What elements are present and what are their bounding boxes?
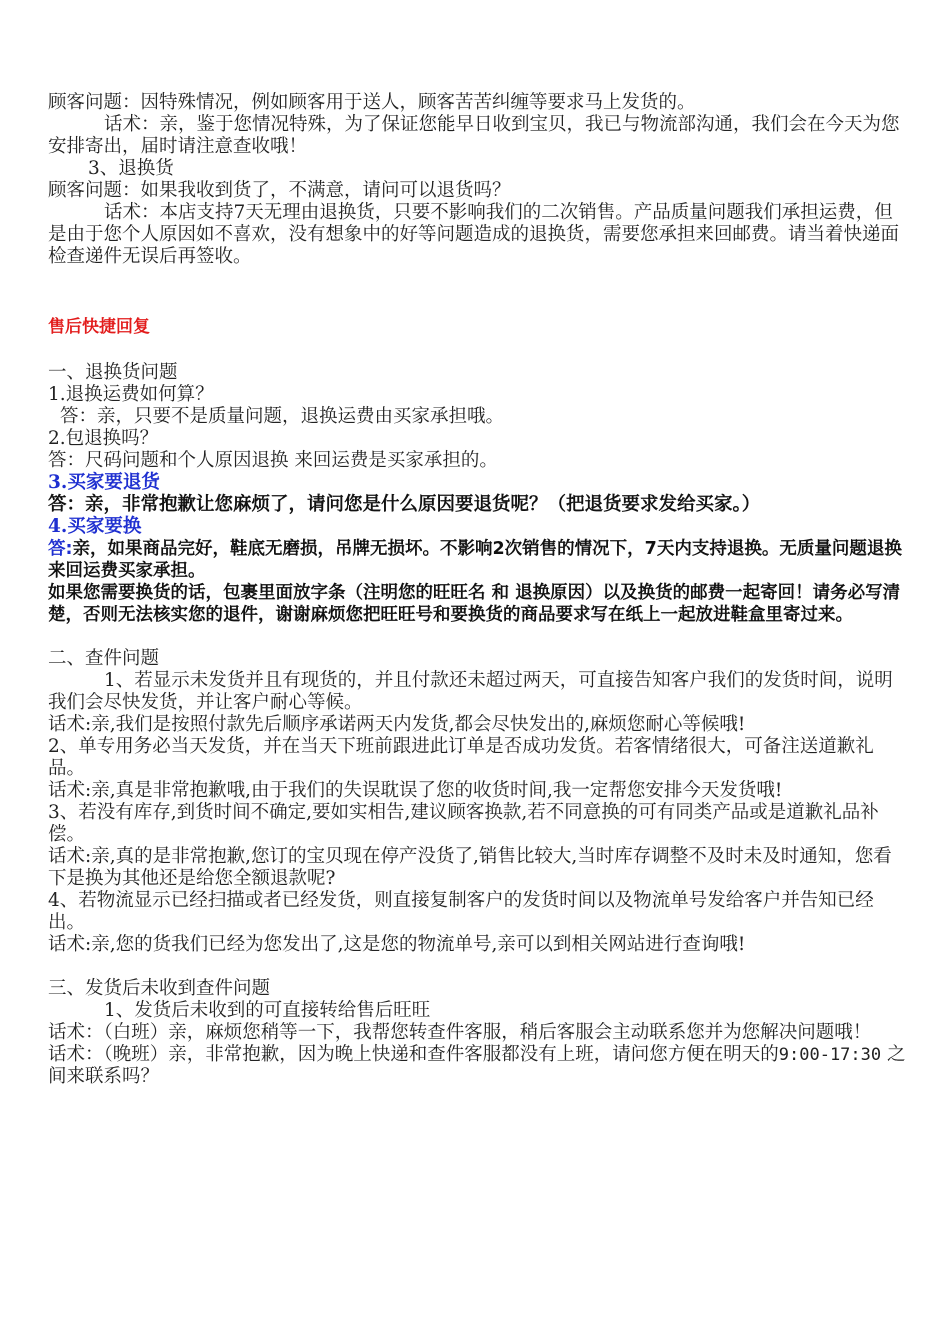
- tracking-script-1: 话术:亲,我们是按照付款先后顺序承诺两天内发货,都会尽快发出的,麻烦您耐心等候哦!: [48, 714, 746, 735]
- answer-1: 答：亲，只要不是质量问题，退换运费由买家承担哦。: [60, 406, 505, 427]
- tracking-item-2: 2、单专用务必当天发货，并在当天下班前跟进此订单是否成功发货。若客情绪很大，可备注送道歉礼品。: [48, 736, 874, 779]
- undelivered-item-1: 1、发货后未收到的可直接转给售后旺旺: [104, 1000, 431, 1021]
- undelivered-script-day: 话术：（白班）亲，麻烦您稍等一下，我帮您转查件客服，稍后客服会主动联系您并为您解决问题哦！: [48, 1022, 872, 1043]
- after-sales-heading: 售后快捷回复: [48, 317, 150, 337]
- script-urgent: 话术：亲，鉴于您情况特殊，为了保证您能早日收到宝贝，我已与物流部沟通，我们会在今天为您安排寄出，届时请注意查收哦！: [48, 114, 900, 157]
- section-3-title: 三、发货后未收到查件问题: [48, 978, 271, 999]
- contact-time-range: 9:00-17:30: [778, 1045, 882, 1065]
- question-4: 4.买家要换: [48, 516, 142, 537]
- answer-4-text: 亲，如果商品完好，鞋底无磨损，吊牌无损坏。不影响2次销售的情况下，7天内支持退换。无质量问题退换来回运费买家承担。: [48, 539, 902, 581]
- tracking-item-4: 4、若物流显示已经扫描或者已经发货，则直接复制客户的发货时间以及物流单号发给客户并告知已经出。: [48, 890, 874, 933]
- night-script-end: 之间来联系吗？: [48, 1044, 906, 1087]
- tracking-script-3: 话术:亲,真的是非常抱歉,您订的宝贝现在停产没货了,销售比较大,当时库存调整不及时未及时通知，您看下是换为其他还是给您全额退款呢?: [48, 846, 892, 889]
- question-3: 3.买家要退货: [48, 472, 160, 493]
- answer-2: 答：尺码问题和个人原因退换 来回运费是买家承担的。: [48, 450, 498, 471]
- answer-3: 答：亲，非常抱歉让您麻烦了，请问您是什么原因要退货呢？（把退货要求发给买家。）: [48, 494, 761, 515]
- undelivered-script-night: [48, 1044, 906, 1088]
- answer-4-label: 答:: [48, 539, 73, 559]
- question-1: 1.退换运费如何算？: [48, 384, 214, 405]
- section-return-exchange-title: 3、退换货: [88, 158, 174, 179]
- section-2-title: 二、查件问题: [48, 648, 160, 669]
- tracking-script-2: 话术:亲,真是非常抱歉哦,由于我们的失误耽误了您的收货时间,我一定帮您安排今天发货哦!: [48, 780, 783, 801]
- answer-4-more: 如果您需要换货的话，包裹里面放字条（注明您的旺旺名 和 退换原因）以及换货的邮费一起寄回！请务必写清楚，否则无法核实您的退件，谢谢麻烦您把旺旺号和要换货的商品要求写在纸上一起放进鞋盒里寄过来。: [48, 583, 901, 625]
- tracking-script-4: 话术:亲,您的货我们已经为您发出了,这是您的物流单号,亲可以到相关网站进行查询哦!: [48, 934, 746, 955]
- customer-question-return: 顾客问题：如果我收到货了，不满意，请问可以退货吗？: [48, 180, 511, 201]
- script-return: 话术：本店支持7天无理由退换货，只要不影响我们的二次销售。产品质量问题我们承担运费，但是由于您个人原因如不喜欢，没有想象中的好等问题造成的退换货，需要您承担来回邮费。请当着快递面检查递件无误后再签收。: [48, 202, 900, 267]
- tracking-item-1: 1、若显示未发货并且有现货的，并且付款还未超过两天，可直接告知客户我们的发货时间，说明我们会尽快发货，并让客户耐心等候。: [48, 670, 893, 713]
- section-1-title: 一、退换货问题: [48, 362, 178, 383]
- night-script-start: 话术：（晚班）亲，非常抱歉，因为晚上快递和查件客服都没有上班，请问您方便在明天的: [48, 1044, 779, 1065]
- question-2: 2.包退换吗？: [48, 428, 159, 449]
- customer-question-urgent: 顾客问题：因特殊情况，例如顾客用于送人，顾客苦苦纠缠等要求马上发货的。: [48, 92, 696, 113]
- answer-4: [48, 538, 906, 582]
- tracking-item-3: 3、若没有库存,到货时间不确定,要如实相告,建议顾客换款,若不同意换的可有同类产品或是道歉礼品补偿。: [48, 802, 879, 845]
